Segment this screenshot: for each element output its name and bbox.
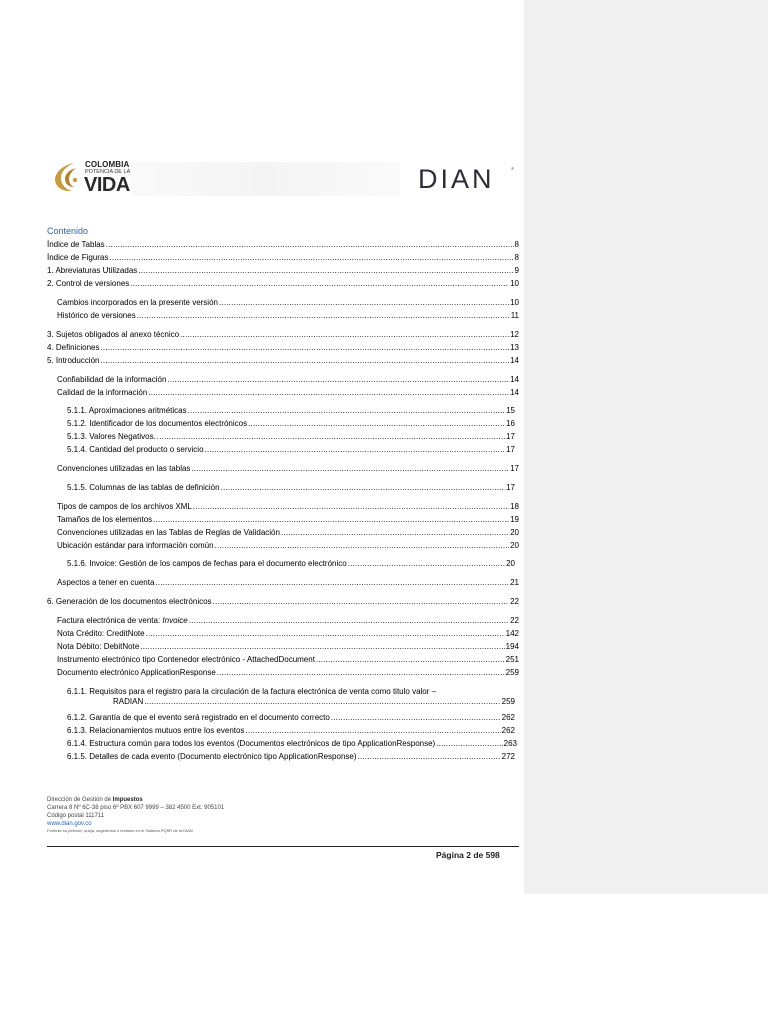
- comment-pane: [524, 0, 768, 894]
- toc-entry-page: 11: [510, 311, 519, 320]
- toc-leader-dots: [130, 279, 509, 289]
- toc-entry[interactable]: [67, 752, 515, 762]
- dian-logo: DIAN: [418, 164, 495, 194]
- toc-entry[interactable]: [57, 541, 519, 551]
- toc-heading: Contenido: [47, 226, 89, 236]
- toc-leader-dots: [167, 375, 509, 385]
- toc-entry[interactable]: [57, 668, 519, 678]
- toc-entry-page: 19: [510, 515, 519, 524]
- toc-entry-title: [57, 515, 152, 525]
- toc-leader-dots: [245, 726, 500, 736]
- toc-entry-title-text: Nota Débito: DebitNote: [57, 642, 140, 651]
- toc-entry-page: 13: [510, 343, 519, 352]
- toc-entry-page: 10: [510, 279, 519, 288]
- toc-entry-title-text: 1. Abreviaturas Utilizadas: [47, 266, 138, 275]
- toc-entry-title: [57, 541, 214, 551]
- toc-entry[interactable]: [67, 687, 515, 707]
- toc-entry-title-text: Confiabilidad de la información: [57, 375, 167, 384]
- toc-entry-title: [57, 616, 188, 626]
- footer-postal-code: Código postal 111711: [47, 813, 105, 819]
- toc-entry[interactable]: [57, 655, 519, 665]
- toc-leader-dots: [146, 629, 505, 639]
- toc-entry-title-text: Índice de Tablas: [47, 240, 105, 249]
- toc-entry-title: [47, 343, 99, 353]
- toc-leader-dots: [138, 266, 513, 276]
- toc-leader-dots: [436, 739, 502, 749]
- footer-website-link[interactable]: www.dian.gov.co: [47, 821, 92, 827]
- toc-entry-title: [47, 253, 108, 263]
- toc-leader-dots: [188, 406, 505, 416]
- toc-entry-page: 10: [510, 298, 519, 307]
- toc-entry-page: 21: [510, 578, 519, 587]
- toc-entry-title-italic: Invoice: [162, 616, 188, 625]
- colombia-logo-icon: [50, 160, 82, 194]
- toc-leader-dots: [213, 597, 510, 607]
- page-footer: [47, 796, 224, 834]
- logo-line-1: COLOMBIA: [85, 160, 130, 169]
- toc-entry-title: [57, 502, 192, 512]
- toc-entry-page: 17: [506, 445, 515, 454]
- toc-entry-page: 20: [510, 541, 519, 550]
- toc-entry-page: 15: [506, 406, 515, 415]
- toc-entry-page: 272: [501, 752, 515, 761]
- toc-entry-title: [57, 668, 216, 678]
- toc-entry[interactable]: [67, 419, 515, 429]
- toc-entry-page: 16: [506, 419, 515, 428]
- toc-entry-title: 6.1.1. Requisitos para el registro para la circulación de la factura electrónica de venta como titulo valor –: [67, 687, 437, 696]
- toc-entry-title-text: 5.1.4. Cantidad del producto o servicio: [67, 445, 204, 454]
- toc-entry[interactable]: [47, 330, 519, 340]
- toc-entry-title-text: 2. Control de versiones: [47, 279, 130, 288]
- toc-entry[interactable]: [57, 528, 519, 538]
- toc-entry-title: [57, 528, 280, 538]
- toc-entry-page: 17: [506, 483, 515, 492]
- toc-entry-title-text: Histórico de versiones: [57, 311, 136, 320]
- toc-entry-title-text: 5.1.3. Valores Negativos.: [67, 432, 156, 441]
- toc-entry[interactable]: [47, 266, 519, 276]
- toc-entry[interactable]: [57, 616, 519, 626]
- toc-leader-dots: [348, 559, 505, 569]
- toc-entry-title-text: 5.1.2. Identificador de los documentos electrónicos: [67, 419, 248, 428]
- toc-entry-title: [57, 298, 218, 308]
- toc-entry-title: [57, 464, 190, 474]
- toc-entry-title-text: Factura electrónica de venta:: [57, 616, 163, 625]
- toc-entry-page: 14: [510, 375, 519, 384]
- toc-leader-dots: [217, 668, 505, 678]
- toc-leader-dots: [189, 616, 509, 626]
- toc-entry-title: [57, 311, 136, 321]
- toc-entry-title: [47, 266, 137, 276]
- toc-leader-dots: [205, 445, 506, 455]
- toc-entry-title-text: Nota Crédito: CreditNote: [57, 629, 145, 638]
- toc-entry[interactable]: [67, 739, 517, 749]
- toc-leader-dots: [358, 752, 501, 762]
- toc-entry-page: 259: [501, 697, 515, 706]
- toc-entry-title-continued: RADIAN: [113, 697, 144, 706]
- toc-entry[interactable]: [47, 597, 519, 607]
- toc-entry-title-text: 3. Sujetos obligados al anexo técnico: [47, 330, 180, 339]
- toc-entry-title: [67, 432, 156, 442]
- toc-entry-title-text: Instrumento electrónico tipo Contenedor electrónico - AttachedDocument: [57, 655, 315, 664]
- toc-entry-page: 18: [510, 502, 519, 511]
- toc-entry[interactable]: [47, 240, 519, 250]
- footer-line-1-prefix: Dirección de Gestión de: [47, 797, 113, 803]
- toc-entry-title: [67, 406, 187, 416]
- toc-entry-title: [57, 388, 147, 398]
- toc-entry-page: 17: [510, 464, 519, 473]
- toc-entry-title-text: Convenciones utilizadas en las tablas: [57, 464, 191, 473]
- toc-entry-title: [57, 578, 154, 588]
- toc-entry-page: 8: [514, 253, 519, 262]
- toc-entry-title-text: Tipos de campos de los archivos XML: [57, 502, 192, 511]
- toc-leader-dots: [331, 713, 501, 723]
- toc-leader-dots: [106, 240, 514, 250]
- toc-entry-title: [57, 655, 315, 665]
- toc-entry-title: [57, 629, 145, 639]
- toc-entry[interactable]: [67, 432, 515, 442]
- toc-leader-dots: [153, 515, 509, 525]
- toc-entry-page: 194: [505, 642, 519, 651]
- toc-entry-page: 22: [510, 616, 519, 625]
- toc-entry[interactable]: [57, 298, 519, 308]
- toc-entry-page: 262: [501, 713, 515, 722]
- toc-entry-title: [47, 279, 129, 289]
- toc-leader-dots: [100, 356, 509, 366]
- toc-entry-title-text: 5.1.1. Aproximaciones aritméticas: [67, 406, 187, 415]
- toc-entry-title-text: Convenciones utilizadas en las Tablas de Reglas de Validación: [57, 528, 280, 537]
- toc-entry-title-text: 6.1.3. Relacionamientos mutuos entre los eventos: [67, 726, 245, 735]
- toc-leader-dots: [148, 388, 509, 398]
- logo-line-2: POTENCIA DE LA: [85, 169, 131, 175]
- toc-entry[interactable]: [67, 726, 515, 736]
- toc-entry[interactable]: [47, 356, 519, 366]
- toc-entry-page: 263: [503, 739, 517, 748]
- toc-entry-title: [67, 483, 220, 493]
- toc-entry-title: [67, 739, 435, 749]
- toc-entry[interactable]: [67, 445, 515, 455]
- footer-line-1: [47, 796, 224, 804]
- toc-leader-dots: [137, 311, 510, 321]
- page-number: Página 2 de 598: [436, 850, 500, 860]
- toc-leader-dots: [316, 655, 505, 665]
- toc-entry-page: 251: [505, 655, 519, 664]
- toc-entry-page: 8: [514, 240, 519, 249]
- header-band: [130, 162, 400, 196]
- toc-entry-page: 22: [510, 597, 519, 606]
- toc-entry[interactable]: [47, 343, 519, 353]
- toc-entry[interactable]: [57, 578, 519, 588]
- toc-entry-title: [47, 597, 212, 607]
- toc-leader-dots: [157, 432, 505, 442]
- toc-entry-page: 17: [506, 432, 515, 441]
- toc-leader-dots: [215, 541, 510, 551]
- toc-entry-title-text: Cambios incorporados en la presente versión: [57, 298, 218, 307]
- toc-entry-page: 142: [505, 629, 519, 638]
- toc-entry-page: 20: [510, 528, 519, 537]
- toc-entry[interactable]: [47, 253, 519, 263]
- toc-entry-title-text: Documento electrónico ApplicationResponse: [57, 668, 216, 677]
- toc-entry-title-text: Aspectos a tener en cuenta: [57, 578, 155, 587]
- toc-entry-title-text: 6.1.4. Estructura común para todos los eventos (Documentos electrónicos de tipo ApplicationResponse): [67, 739, 436, 748]
- toc-entry-page: 262: [501, 726, 515, 735]
- toc-leader-dots: [155, 578, 509, 588]
- toc-entry[interactable]: [67, 406, 515, 416]
- toc-entry-title: [67, 752, 357, 762]
- toc-entry-title: [67, 726, 244, 736]
- footer-divider: [47, 846, 519, 847]
- toc-entry-title-text: Índice de Figuras: [47, 253, 109, 262]
- toc-entry-page: 259: [505, 668, 519, 677]
- toc-entry-title-text: Calidad de la información: [57, 388, 148, 397]
- toc-entry-title: [67, 419, 247, 429]
- toc-leader-dots: [193, 502, 509, 512]
- toc-entry-page: 20: [506, 559, 515, 568]
- toc-entry[interactable]: [57, 515, 519, 525]
- toc-entry[interactable]: [57, 311, 519, 321]
- toc-leader-dots: [221, 483, 506, 493]
- toc-entry-title: [67, 445, 204, 455]
- toc-leader-dots: [140, 642, 504, 652]
- toc-entry[interactable]: [57, 502, 519, 512]
- toc-entry[interactable]: [57, 388, 519, 398]
- toc-entry-title: [67, 713, 330, 723]
- footer-pqsr-note: Formule su petición, queja, sugerencia o reclamo en el Sistema PQSR de la DIAN: [47, 828, 193, 833]
- toc-entry[interactable]: [67, 713, 515, 723]
- toc-leader-dots: [191, 464, 509, 474]
- toc-entry-title-text: Ubicación estándar para información común: [57, 541, 214, 550]
- toc-entry-title-text: Tamaños de los elementos: [57, 515, 153, 524]
- toc-entry-title-text: 6.1.2. Garantía de que el evento será registrado en el documento correcto: [67, 713, 330, 722]
- toc-entry[interactable]: [67, 483, 515, 493]
- toc-leader-dots: [248, 419, 505, 429]
- dian-registered-mark: ®: [511, 166, 514, 171]
- toc-entry-title-text: 6.1.5. Detalles de cada evento (Documento electrónico tipo ApplicationResponse): [67, 752, 357, 761]
- toc-entry-title-text: 5. Introducción: [47, 356, 100, 365]
- toc-entry[interactable]: [57, 464, 519, 474]
- toc-entry-title: [47, 330, 179, 340]
- toc-leader-dots: [144, 697, 500, 707]
- toc-leader-dots: [180, 330, 509, 340]
- toc-entry-title-text: 5.1.6. Invoice: Gestión de los campos de fechas para el documento electrónico: [67, 559, 347, 568]
- toc-entry[interactable]: [47, 279, 519, 289]
- toc-entry-title-text: 4. Definiciones: [47, 343, 100, 352]
- logo-line-3: VIDA: [84, 174, 130, 196]
- toc-entry[interactable]: [57, 375, 519, 385]
- toc-entry-title: [47, 240, 105, 250]
- toc-leader-dots: [281, 528, 509, 538]
- toc-entry[interactable]: [67, 559, 515, 569]
- toc-entry-title: [67, 559, 347, 569]
- footer-address: Carrera 8 Nº 6C-38 piso 6º PBX 607 9999 – 382 4500 Ext. 905101: [47, 805, 225, 811]
- toc-entry-title: [57, 375, 166, 385]
- toc-leader-dots: [100, 343, 509, 353]
- toc-entry-title-text: 5.1.5. Columnas de las tablas de definición: [67, 483, 220, 492]
- toc-leader-dots: [219, 298, 509, 308]
- footer-line-1-strong: Impuestos: [112, 797, 143, 803]
- toc-entry-page: 9: [514, 266, 519, 275]
- toc-entry-page: 12: [510, 330, 519, 339]
- toc-entry-title: [57, 642, 139, 652]
- toc-entry[interactable]: [57, 642, 519, 652]
- toc-entry-page: 14: [510, 356, 519, 365]
- toc-entry-title: [47, 356, 99, 366]
- toc-entry-page: 14: [510, 388, 519, 397]
- toc-leader-dots: [109, 253, 513, 263]
- toc-entry-title-text: 6. Generación de los documentos electrónicos: [47, 597, 212, 606]
- toc-entry[interactable]: [57, 629, 519, 639]
